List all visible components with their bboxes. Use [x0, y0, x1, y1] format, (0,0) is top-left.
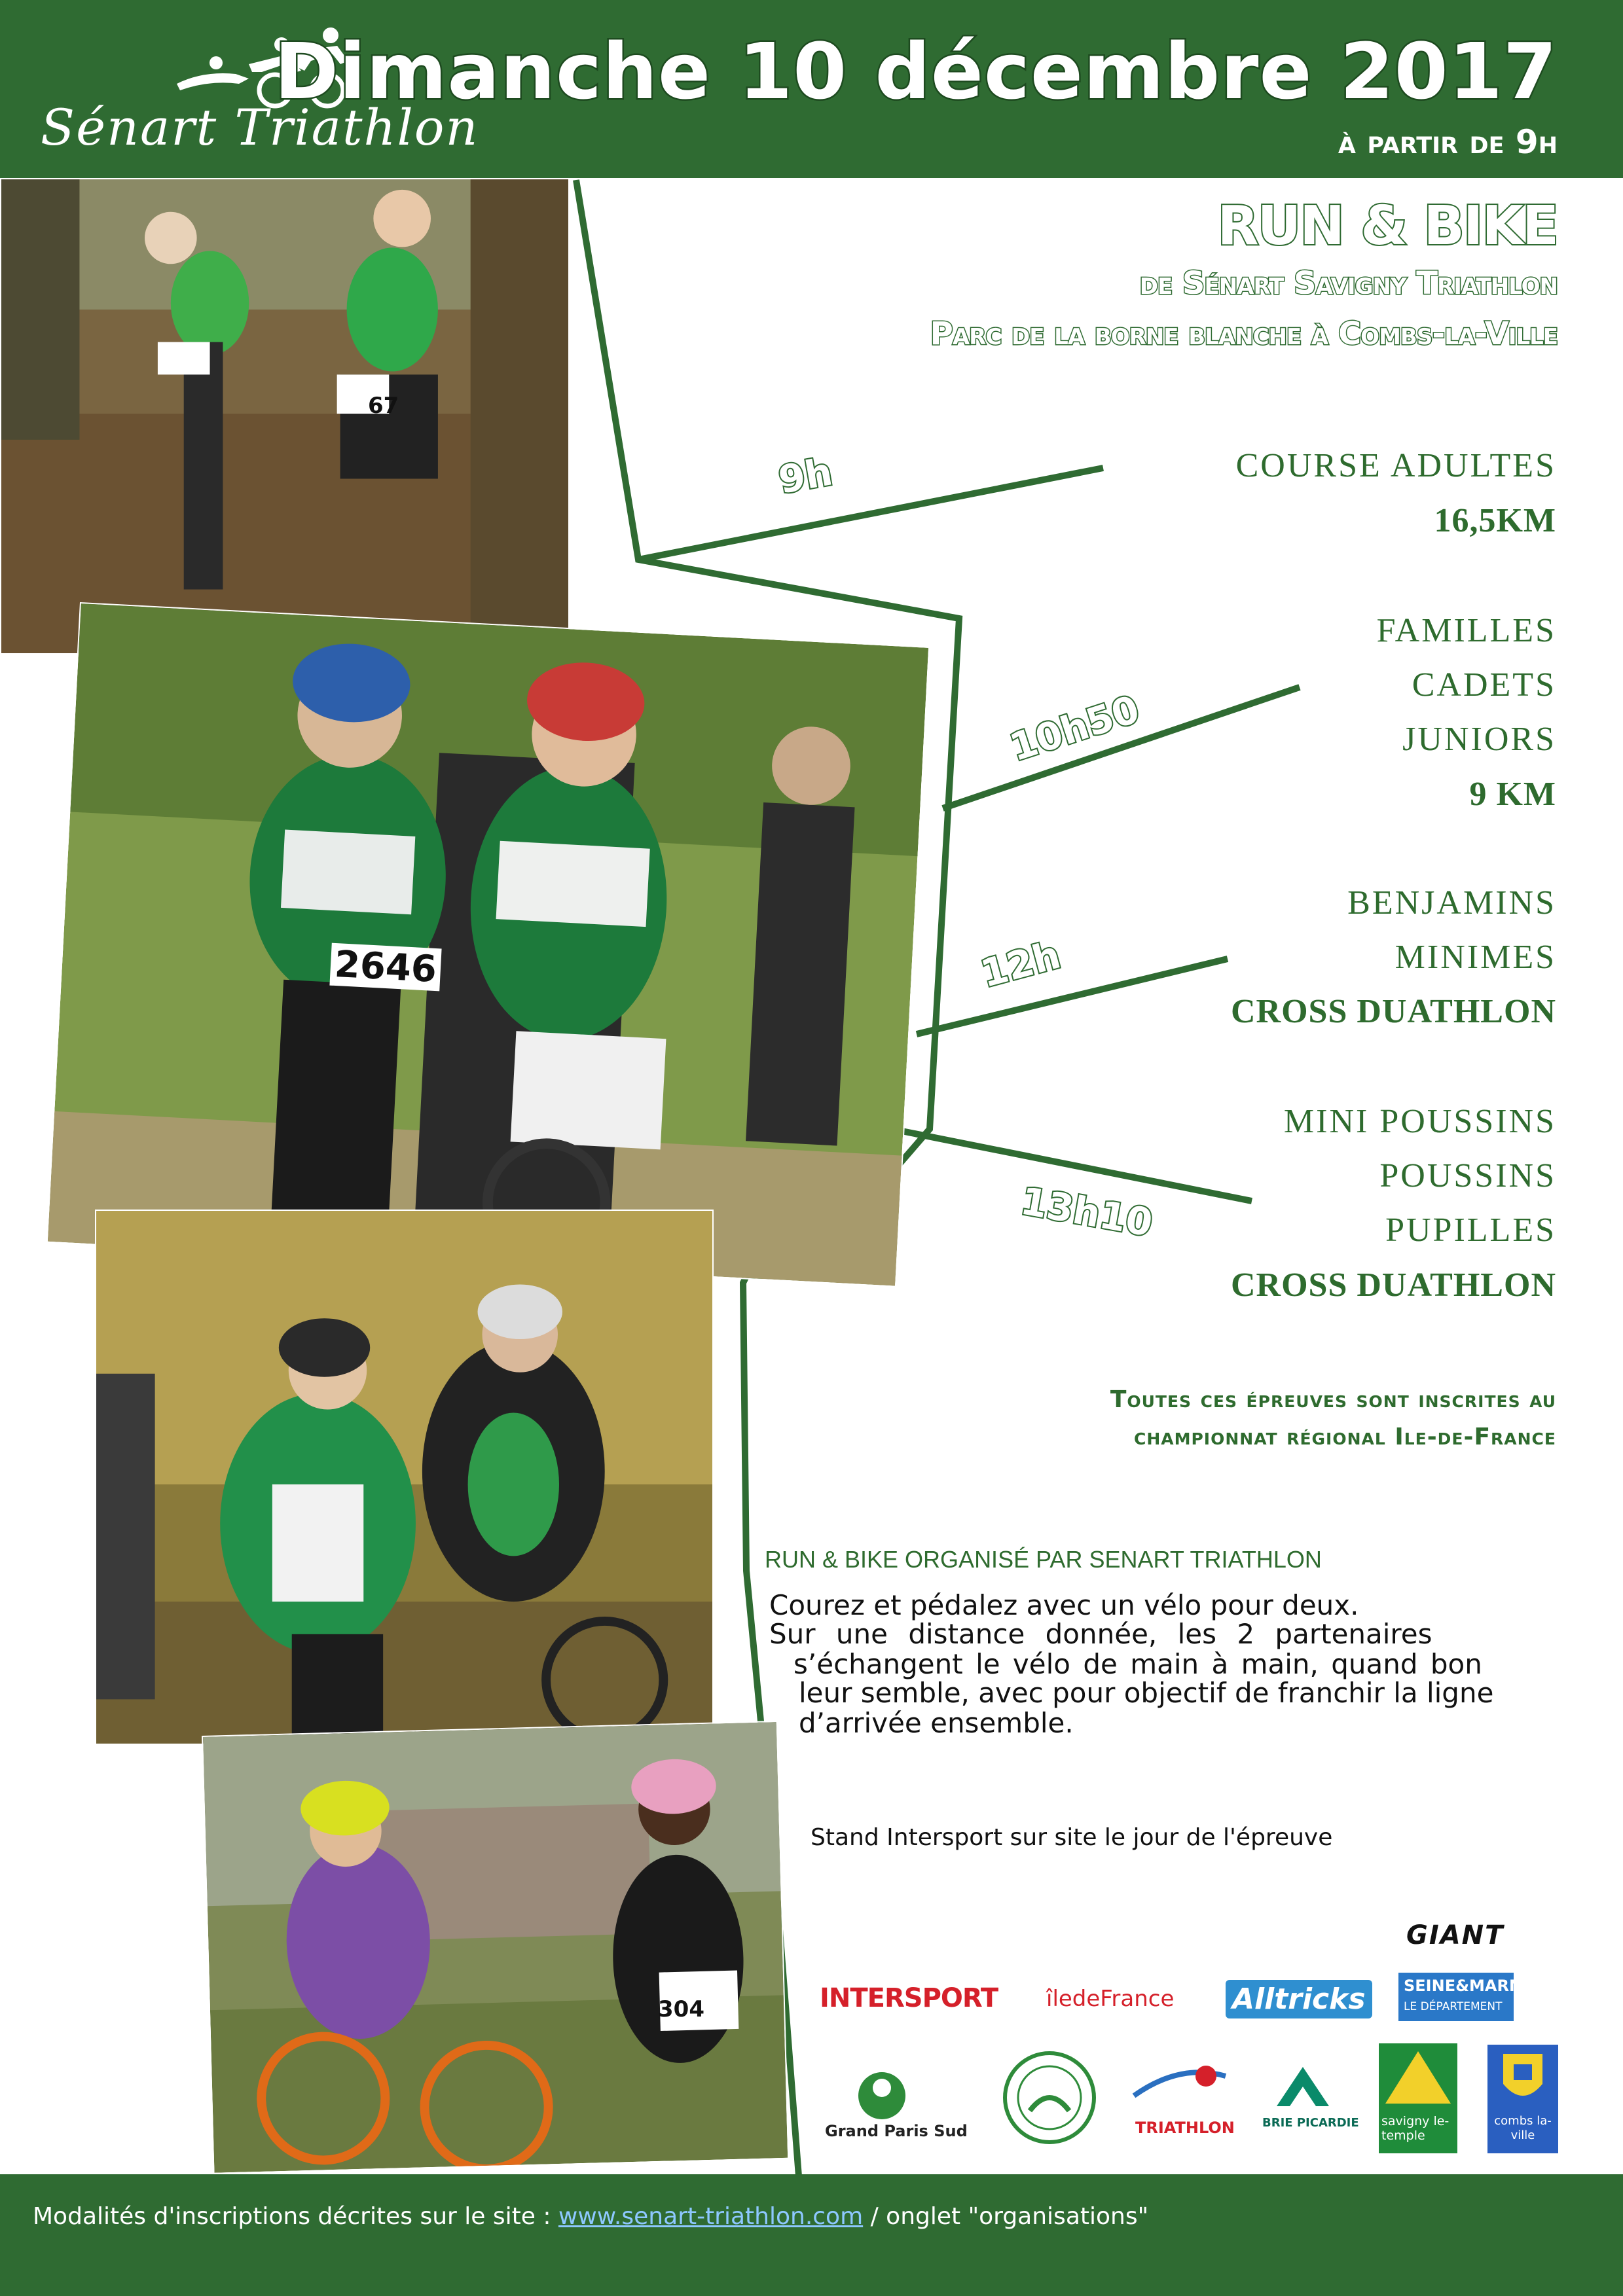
description-line: s’échangent le vélo de main à main, quand bon: [793, 1648, 1482, 1680]
footer-prefix: Modalités d'inscriptions décrites sur le site :: [33, 2203, 558, 2230]
schedule-line: MINI POUSSINS: [1283, 1103, 1556, 1140]
description-line: leur semble, avec pour objectif de franchir la ligne: [799, 1677, 1494, 1709]
iledefrance-logo: îledeFrance: [1046, 1986, 1175, 2012]
time-9h: 9h: [775, 449, 836, 503]
schedule-detail: 16,5KM: [1434, 502, 1556, 539]
schedule-line: PUPILLES: [1385, 1211, 1556, 1249]
bib-1: 67: [368, 393, 399, 419]
schedule-detail: CROSS DUATHLON: [1230, 993, 1556, 1030]
savigny-text: savigny le-temple: [1381, 2114, 1450, 2143]
seine-marne-logo: [1398, 1973, 1561, 2021]
footer-suffix: / onglet "organisations": [863, 2203, 1149, 2230]
seine-marne-subtitle: LE DÉPARTEMENT: [1404, 2000, 1503, 2013]
intersport-logo: INTERSPORT: [820, 1983, 998, 2013]
schedule-line: BENJAMINS: [1347, 884, 1556, 922]
schedule-line: FAMILLES: [1376, 612, 1556, 649]
bib-3: 304: [658, 1996, 704, 2022]
seine-marne-title: SEINE&MARNE 77: [1404, 1977, 1561, 1995]
logo-text: Sénart Triathlon: [41, 98, 479, 156]
footer-text: [33, 2203, 1148, 2230]
savigny-triangle-icon: [1379, 2043, 1457, 2109]
description-line: Sur une distance donnée, les 2 partenaires: [769, 1618, 1432, 1650]
bib-2: 2646: [329, 943, 441, 992]
time-12h: 12h: [976, 932, 1065, 996]
schedule-line: MINIMES: [1395, 939, 1556, 976]
giant-logo: GIANT: [1406, 1920, 1504, 1950]
combs-text: combs la-ville: [1494, 2114, 1552, 2142]
schedule-line: CADETS: [1412, 666, 1556, 704]
credit-agricole-logo: [1257, 2060, 1359, 2152]
schedule-line: JUNIORS: [1402, 721, 1556, 758]
alltricks-logo: Alltricks: [1226, 1980, 1372, 2018]
combs-logo: [1487, 2045, 1558, 2153]
stand-notice: Stand Intersport sur site le jour de l'épreuve: [811, 1824, 1333, 1851]
savigny-logo: [1379, 2043, 1457, 2153]
event-date: Dimanche 10 décembre 2017: [274, 26, 1558, 117]
description-line: Courez et pédalez avec un vélo pour deux.: [769, 1589, 1359, 1621]
triathlete-icon: [1121, 2056, 1239, 2115]
photo-runner-cyclist: [0, 178, 570, 655]
event-title: RUN & BIKE: [1217, 195, 1558, 257]
event-organizer: de Sénart Savigny Triathlon: [1139, 265, 1558, 302]
championship-line-2: championnat régional Ile-de-France: [1133, 1424, 1556, 1450]
event-location: Parc de la borne blanche à Combs-la-Ville: [930, 315, 1558, 352]
description-line: d’arrivée ensemble.: [799, 1707, 1074, 1739]
grand-paris-sud-text: Grand Paris Sud: [825, 2122, 968, 2140]
start-time: à partir de 9h: [1338, 123, 1558, 161]
website-link[interactable]: www.senart-triathlon.com: [558, 2203, 864, 2230]
grand-paris-sud-logo: [820, 2068, 968, 2153]
credit-agricole-text: BRIE PICARDIE: [1262, 2116, 1359, 2130]
triathlon-federation-logo: [1121, 2056, 1239, 2148]
triathlon-club-badge-icon: [1000, 2049, 1099, 2147]
photo-mixed-duo: [95, 1210, 714, 1745]
organisation-title: RUN & BIKE ORGANISÉ PAR SENART TRIATHLON: [765, 1546, 1322, 1573]
grand-paris-sud-icon: [820, 2068, 944, 2121]
triathlon-federation-text: TRIATHLON: [1135, 2119, 1235, 2137]
schedule-line: COURSE ADULTES: [1235, 447, 1556, 484]
schedule-line: POUSSINS: [1379, 1157, 1556, 1194]
time-10h50: 10h50: [1004, 687, 1145, 770]
combs-shield-icon: [1487, 2045, 1558, 2110]
photo-kids: [202, 1721, 789, 2174]
schedule-detail: CROSS DUATHLON: [1230, 1266, 1556, 1304]
championship-line-1: Toutes ces épreuves sont inscrites au: [1110, 1386, 1556, 1413]
time-13h10: 13h10: [1017, 1178, 1156, 1246]
credit-agricole-icon: [1257, 2060, 1349, 2113]
footer-banner: [0, 2174, 1623, 2296]
photo-duo-cyclists: [46, 602, 930, 1287]
schedule-detail: 9 KM: [1469, 776, 1556, 813]
